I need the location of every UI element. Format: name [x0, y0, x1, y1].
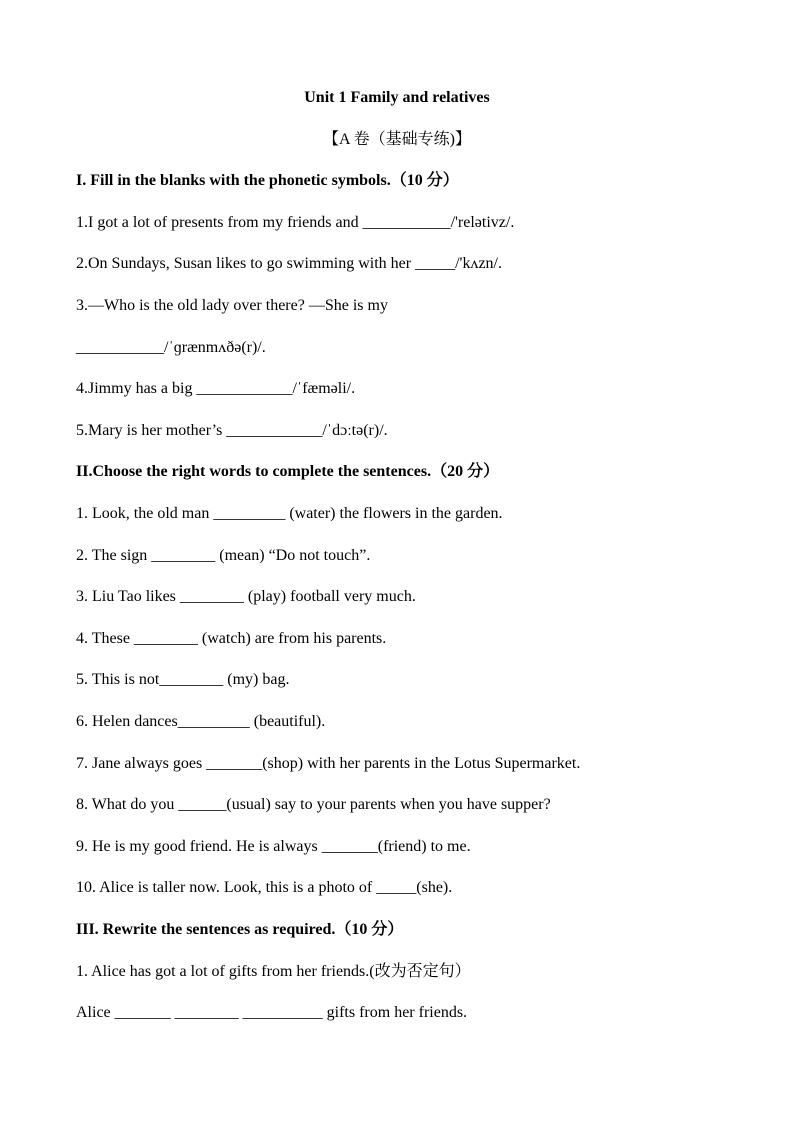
- section-1-item: 5.Mary is her mother’s ____________/ˈdɔːtə(r)/.: [76, 422, 388, 439]
- section-2-item: 1. Look, the old man _________ (water) the flowers in the garden.: [76, 505, 503, 522]
- section-1-item: 4.Jimmy has a big ____________/ˈfæməli/.: [76, 380, 356, 397]
- section-1-item: 1.I got a lot of presents from my friends and ___________/'relətivz/.: [76, 214, 515, 231]
- page-subtitle: 【A 卷（基础专练)】: [322, 131, 471, 148]
- section-2-item: 7. Jane always goes _______(shop) with her parents in the Lotus Supermarket.: [76, 755, 581, 772]
- section-1-item: 2.On Sundays, Susan likes to go swimming with her _____/'kʌzn/.: [76, 255, 502, 272]
- section-2-item: 2. The sign ________ (mean) “Do not touch”.: [76, 547, 371, 564]
- section-2-item: 6. Helen dances_________ (beautiful).: [76, 713, 326, 730]
- section-2-item: 4. These ________ (watch) are from his parents.: [76, 630, 387, 647]
- page-title: Unit 1 Family and relatives: [304, 89, 490, 106]
- section-1-item-continuation: ___________/ˈɡrænmʌðə(r)/.: [76, 339, 266, 356]
- section-1-item: 3.—Who is the old lady over there? —She is my: [76, 297, 388, 314]
- section-3-answer-line: Alice _______ ________ __________ gifts from her friends.: [76, 1004, 468, 1021]
- section-2-item: 3. Liu Tao likes ________ (play) football very much.: [76, 588, 416, 605]
- section-2-item: 9. He is my good friend. He is always _______(friend) to me.: [76, 838, 471, 855]
- section-2-item: 8. What do you ______(usual) say to your parents when you have supper?: [76, 796, 551, 813]
- section-2-heading: II.Choose the right words to complete the sentences.（20 分）: [76, 463, 500, 480]
- section-3-item: 1. Alice has got a lot of gifts from her friends.(改为否定句）: [76, 963, 471, 980]
- section-2-item: 5. This is not________ (my) bag.: [76, 671, 290, 688]
- section-2-item: 10. Alice is taller now. Look, this is a photo of _____(she).: [76, 879, 453, 896]
- section-1-heading: I. Fill in the blanks with the phonetic symbols.（10 分）: [76, 172, 459, 189]
- section-3-heading: III. Rewrite the sentences as required.（10 分）: [76, 921, 404, 938]
